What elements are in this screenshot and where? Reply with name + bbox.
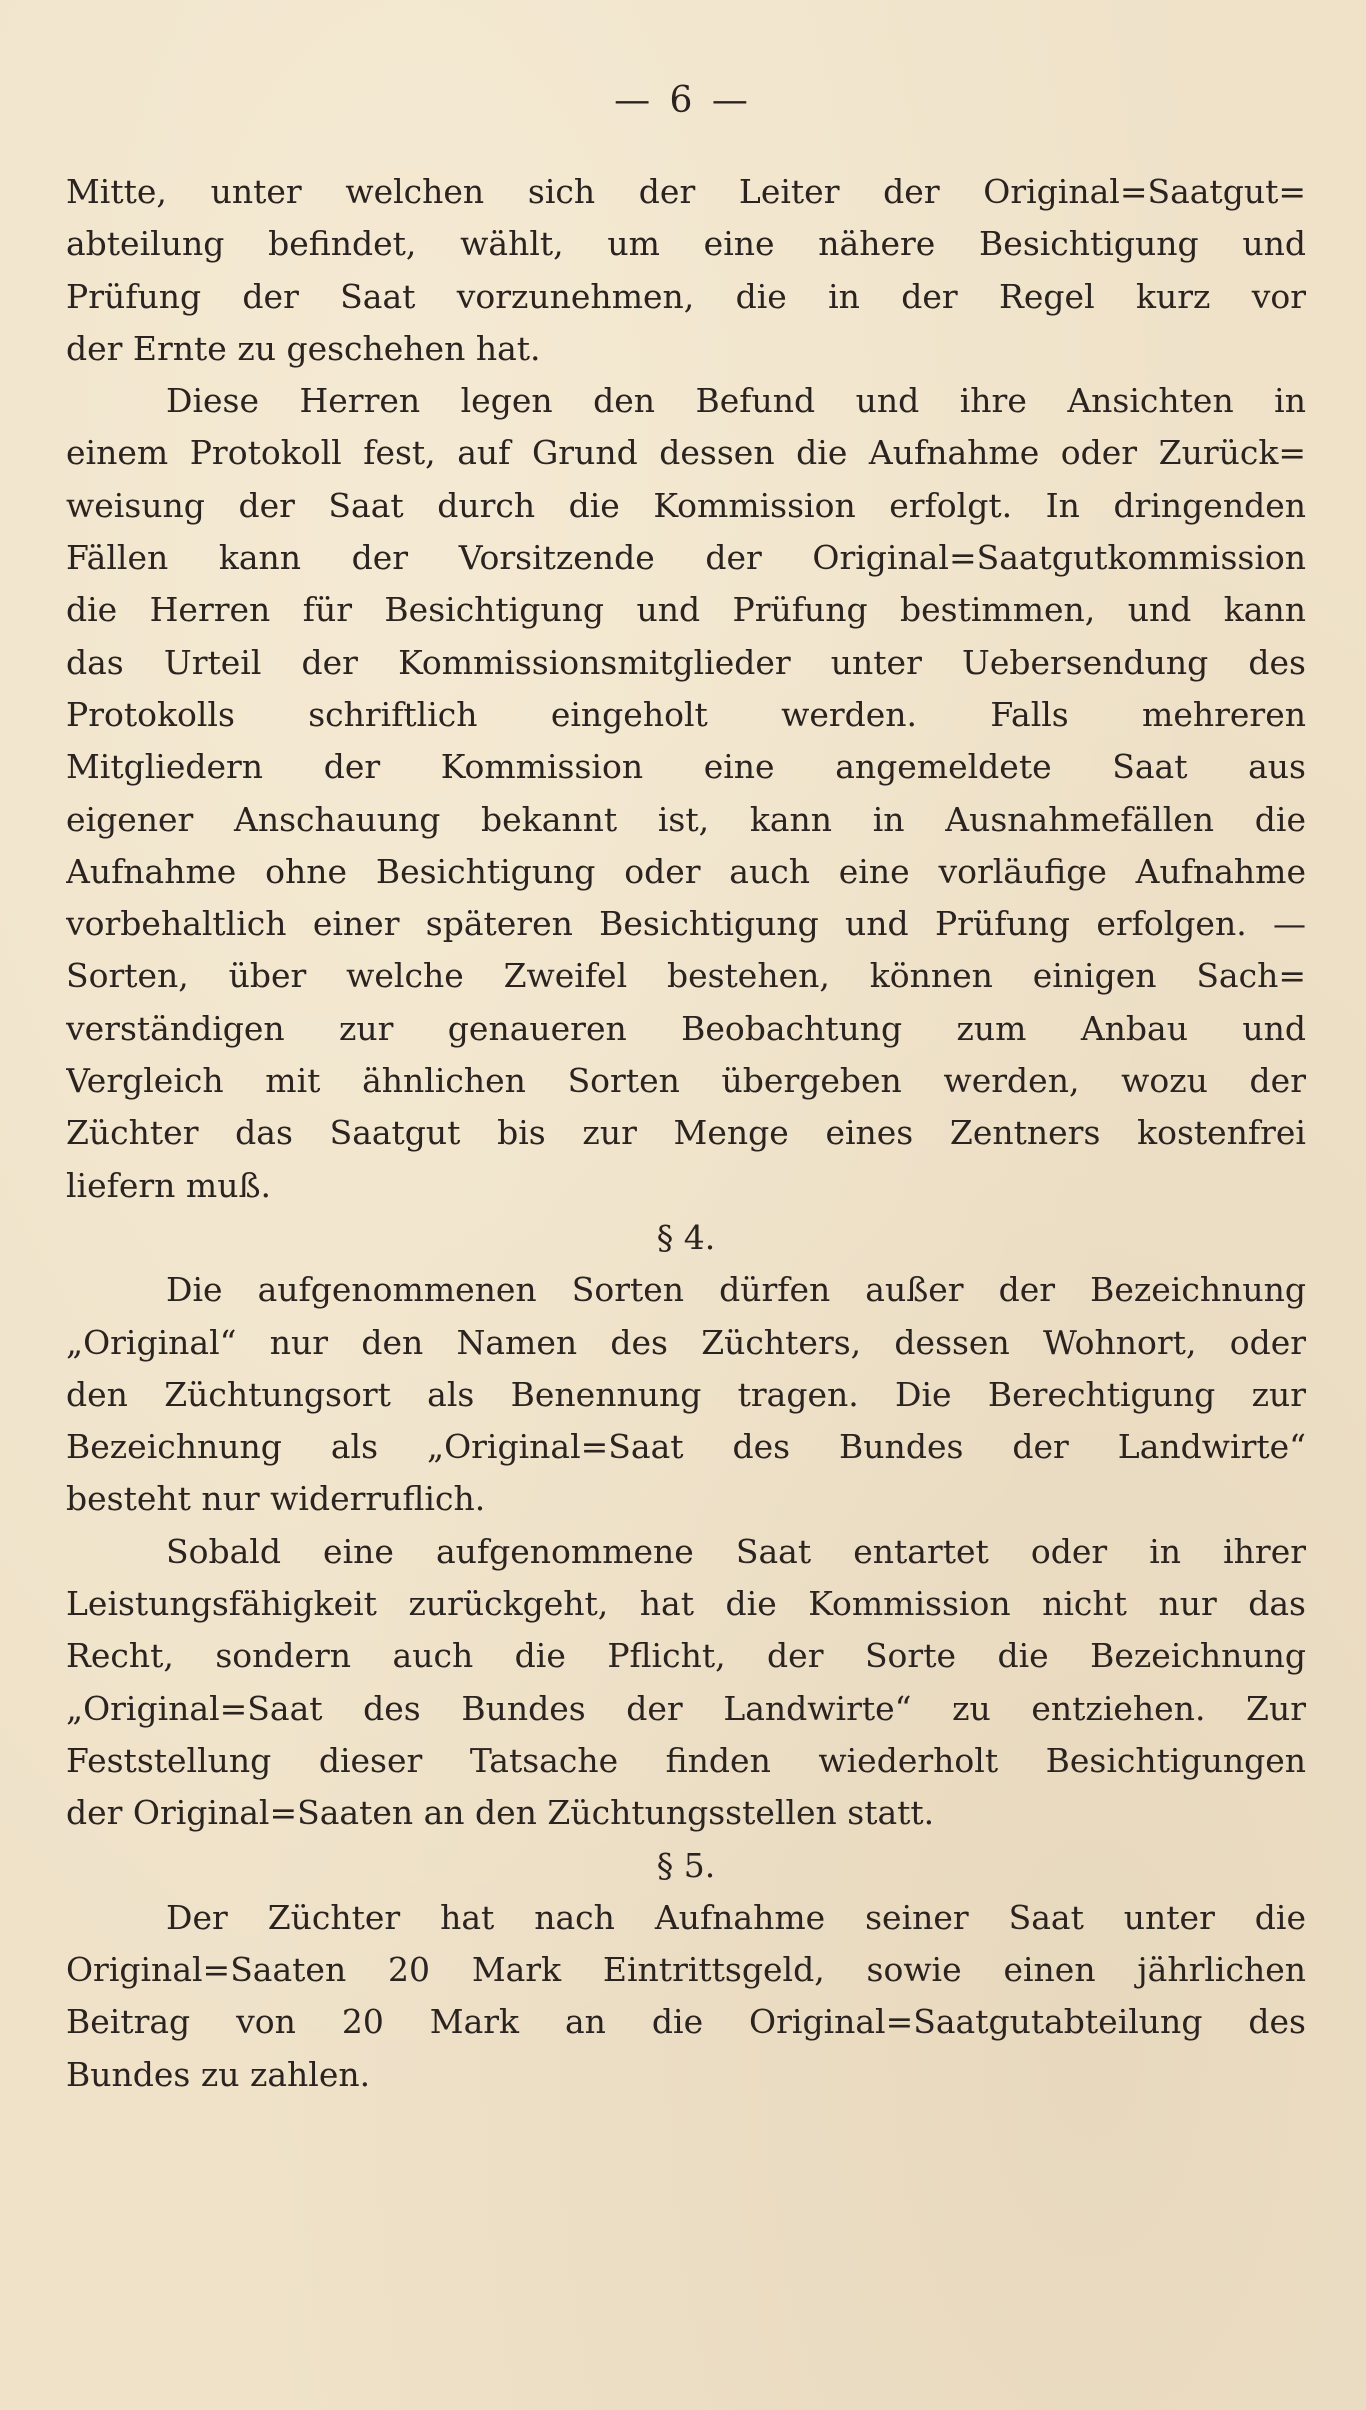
text-line: Bezeichnung als „Original=Saat des Bundes der Landwirte“ [66,1427,1306,1467]
text-line: Original=Saaten 20 Mark Eintrittsgeld, sowie einen jährlichen [66,1950,1306,1990]
text-line: einem Protokoll fest, auf Grund dessen die Aufnahme oder Zurück= [66,433,1306,473]
text-line: verständigen zur genaueren Beobachtung zum Anbau und [66,1008,1306,1048]
text-line: Mitte, unter welchen sich der Leiter der Original=Saatgut= [66,172,1306,211]
text-line: eigener Anschauung bekannt ist, kann in Ausnahmefällen die [66,799,1306,839]
text-line: Recht, sondern auch die Pflicht, der Sorte die Bezeichnung [66,1636,1306,1676]
text-line: Leistungsfähigkeit zurückgeht, hat die Kommission nicht nur das [66,1584,1306,1624]
text-line: Vergleich mit ähnlichen Sorten übergeben werden, wozu der [66,1061,1306,1101]
text-line: Sobald eine aufgenommene Saat entartet oder in ihrer [166,1531,1306,1571]
text-line: Bundes zu zahlen. [66,2054,371,2094]
text-line: Protokolls schriftlich eingeholt werden. Falls mehreren [66,694,1306,734]
text-line: Mitgliedern der Kommission eine angemeldete Saat aus [66,747,1306,787]
text-line: Feststellung dieser Tatsache finden wiederholt Besichtigungen [66,1740,1306,1780]
text-line: Diese Herren legen den Befund und ihre Ansichten in [166,381,1306,421]
paragraph [66,1892,1306,2101]
text-line: das Urteil der Kommissionsmitglieder unter Uebersendung des [66,642,1306,682]
text-line: der Original=Saaten an den Züchtungsstellen statt. [66,1793,935,1833]
text-line: besteht nur widerruflich. [66,1479,486,1519]
text-line: „Original=Saat des Bundes der Landwirte“ zu entziehen. Zur [66,1688,1306,1728]
section-heading: § 4. [656,1217,716,1257]
body-text [66,166,1306,2101]
text-line: der Ernte zu geschehen hat. [66,328,541,368]
page-number: — 6 — [614,80,752,121]
text-line: Beitrag von 20 Mark an die Original=Saatgutabteilung des [66,2002,1306,2042]
text-line: liefern muß. [66,1165,271,1205]
text-line: Die aufgenommenen Sorten dürfen außer der Bezeichnung [166,1270,1306,1310]
text-line: Prüfung der Saat vorzunehmen, die in der Regel kurz vor [66,276,1306,316]
text-line: Der Züchter hat nach Aufnahme seiner Saat unter die [166,1897,1306,1937]
text-line: Züchter das Saatgut bis zur Menge eines Zentners kostenfrei [66,1113,1306,1153]
paragraph [66,375,1306,1212]
text-line: die Herren für Besichtigung und Prüfung bestimmen, und kann [66,590,1306,630]
text-line: Aufnahme ohne Besichtigung oder auch eine vorläufige Aufnahme [66,851,1306,891]
text-line: weisung der Saat durch die Kommission erfolgt. In dringenden [66,485,1306,525]
paragraph [66,1526,1306,1840]
text-line: abteilung befindet, wählt, um eine nähere Besichtigung und [66,224,1306,264]
text-line: Sorten, über welche Zweifel bestehen, können einigen Sach= [66,956,1306,996]
paragraph [66,1264,1306,1525]
text-line: den Züchtungsort als Benennung tragen. Die Berechtigung zur [66,1374,1306,1414]
text-line: „Original“ nur den Namen des Züchters, dessen Wohnort, oder [66,1322,1306,1362]
text-line: vorbehaltlich einer späteren Besichtigung und Prüfung erfolgen. — [66,904,1306,944]
text-line: Fällen kann der Vorsitzende der Original=Saatgutkommission [66,538,1306,578]
section-heading: § 5. [656,1845,716,1885]
paragraph [66,166,1306,375]
